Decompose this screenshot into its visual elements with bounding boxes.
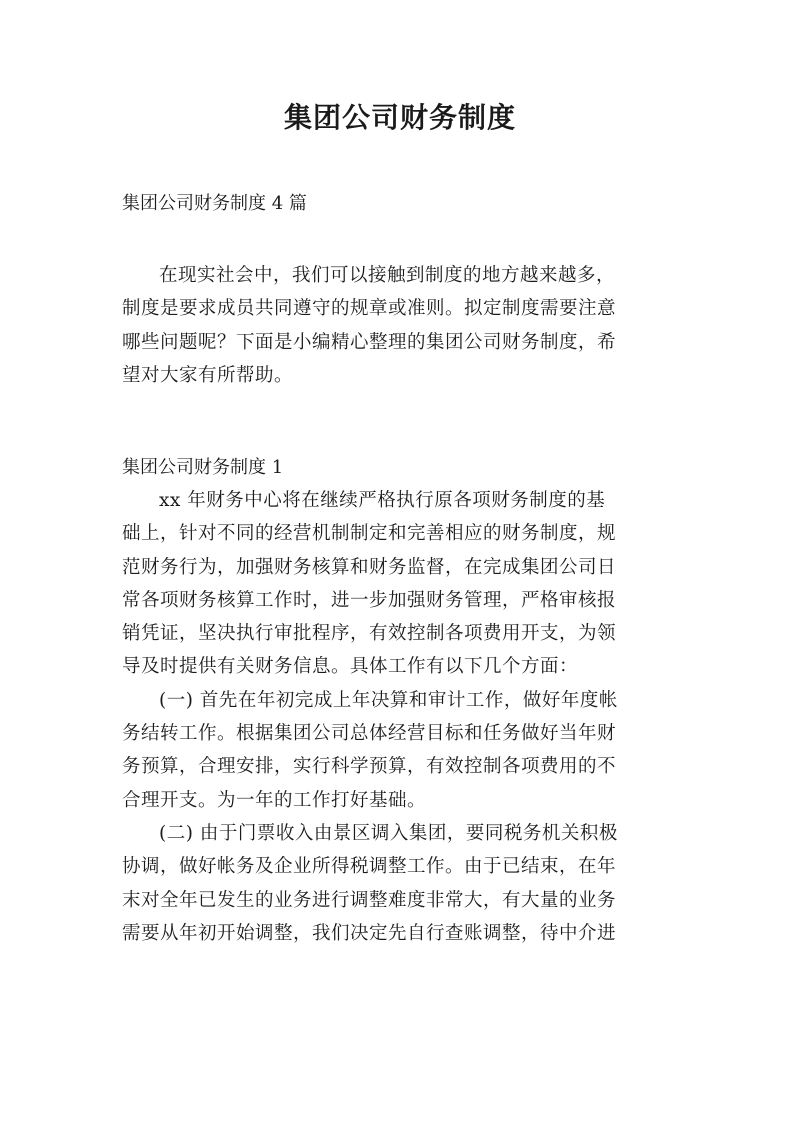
section-line: 合理开支。为一年的工作打好基础。 [122,789,427,811]
section-line: 务预算，合理安排，实行科学预算，有效控制各项费用的不 [122,756,617,778]
section-heading: 集团公司财务制度 1 [122,457,284,478]
section-line: 务结转工作。根据集团公司总体经营目标和任务做好当年财 [122,723,617,745]
intro-paragraph [122,259,684,392]
section-line: 末对全年已发生的业务进行调整难度非常大，有大量的业务 [122,889,617,911]
section-line: 需要从年初开始调整，我们决定先自行查账调整，待中介进 [122,922,617,944]
section-body [122,484,684,950]
section-line: (一) 首先在年初完成上年决算和审计工作，做好年度帐 [159,689,618,711]
document-subtitle: 集团公司财务制度 4 篇 [122,193,307,214]
intro-line: 望对大家有所帮助。 [122,364,294,386]
section-line: (二) 由于门票收入由景区调入集团，要同税务机关积极 [159,822,618,844]
intro-line: 在现实社会中，我们可以接触到制度的地方越来越多， [159,265,616,286]
section-line: xx 年财务中心将在继续严格执行原各项财务制度的基 [159,490,606,511]
section-line: 销凭证，坚决执行审批程序，有效控制各项费用开支，为领 [122,623,617,645]
section-line: 协调，做好帐务及企业所得税调整工作。由于已结束，在年 [122,856,617,878]
section-line: 范财务行为，加强财务核算和财务监督，在完成集团公司日 [122,556,617,578]
section-line: 础上，针对不同的经营机制制定和完善相应的财务制度，规 [122,523,617,545]
section-line: 常各项财务核算工作时，进一步加强财务管理，严格审核报 [122,589,617,611]
intro-line: 制度是要求成员共同遵守的规章或准则。拟定制度需要注意 [122,298,617,320]
intro-line: 哪些问题呢？下面是小编精心整理的集团公司财务制度，希 [122,331,617,353]
document-title: 集团公司财务制度 [283,101,516,134]
section-line: 导及时提供有关财务信息。具体工作有以下几个方面： [122,656,579,678]
